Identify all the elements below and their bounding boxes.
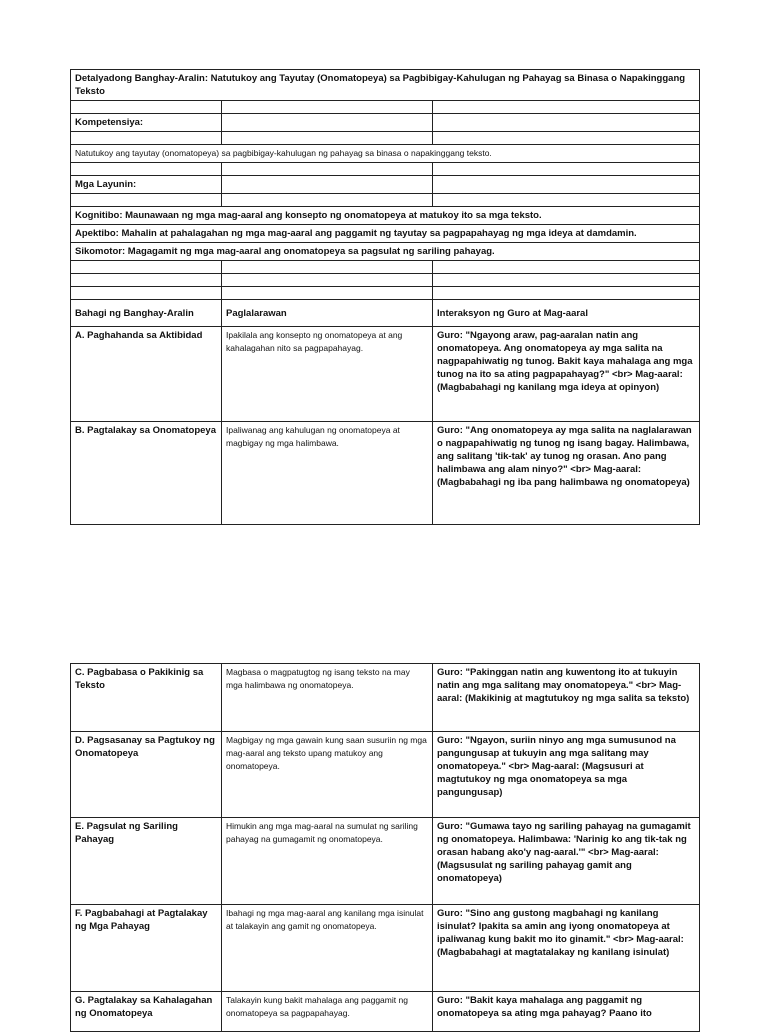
table-row	[71, 732, 700, 818]
empty-cell	[433, 176, 700, 194]
row-bahagi: A. Paghahanda sa Aktibidad	[71, 327, 222, 422]
empty-cell	[433, 163, 700, 176]
empty-cell	[433, 287, 700, 300]
empty-cell	[222, 132, 433, 145]
empty-cell	[71, 274, 222, 287]
apektibo-objective: Apektibo: Mahalin at pahalagahan ng mga mag-aaral ang paggamit ng tayutay sa pagpapahayag ng mga ideya at damdamin.	[71, 225, 700, 243]
table-row	[71, 905, 700, 992]
table-row	[71, 327, 700, 422]
empty-cell	[222, 194, 433, 207]
row-paglalarawan: Ipaliwanag ang kahulugan ng onomatopeya at magbigay ng mga halimbawa.	[222, 422, 433, 525]
empty-cell	[71, 194, 222, 207]
table-row	[71, 422, 700, 525]
empty-cell	[222, 114, 433, 132]
kompetensiya-label: Kompetensiya:	[71, 114, 222, 132]
row-paglalarawan: Talakayin kung bakit mahalaga ang paggamit ng onomatopeya sa pagpapahayag.	[222, 992, 433, 1032]
kognitibo-objective: Kognitibo: Maunawaan ng mga mag-aaral ang konsepto ng onomatopeya at matukoy ito sa mga teksto.	[71, 207, 700, 225]
layunin-label: Mga Layunin:	[71, 176, 222, 194]
empty-cell	[222, 163, 433, 176]
row-interaksyon: Guro: "Ngayon, suriin ninyo ang mga sumusunod na pangungusap at tukuyin ang mga salitang may onomatopeya." <br> Mag-aaral: (Magsusuri at magtutukoy ng mga onomatopeya sa mga pangungusap)	[433, 732, 700, 818]
empty-cell	[433, 114, 700, 132]
empty-cell	[222, 176, 433, 194]
row-bahagi: E. Pagsulat ng Sariling Pahayag	[71, 818, 222, 905]
row-bahagi: C. Pagbabasa o Pakikinig sa Teksto	[71, 664, 222, 732]
empty-cell	[433, 274, 700, 287]
empty-cell	[433, 132, 700, 145]
row-interaksyon: Guro: "Gumawa tayo ng sariling pahayag na gumagamit ng onomatopeya. Halimbawa: 'Narinig ko ang tik-tak ng orasan habang ako'y nag-aaral.'" <br> Mag-aaral: (Magsusulat ng sariling pahayag gamit ang onomatopeya)	[433, 818, 700, 905]
row-bahagi: B. Pagtalakay sa Onomatopeya	[71, 422, 222, 525]
header-bahagi: Bahagi ng Banghay-Aralin	[71, 300, 222, 327]
empty-cell	[71, 287, 222, 300]
lesson-plan-table-page2	[70, 663, 700, 1032]
document-title: Detalyadong Banghay-Aralin: Natutukoy ang Tayutay (Onomatopeya) sa Pagbibigay-Kahulugan ng Pahayag sa Binasa o Napakinggang Teksto	[71, 70, 700, 101]
row-interaksyon: Guro: "Ngayong araw, pag-aaralan natin ang onomatopeya. Ang onomatopeya ay mga salita na nagpapahiwatig ng tunog. Bakit kaya mahalaga ang mga tunog na ito sa ating pagpapahayag?" <br> Mag-aaral: (Magbabahagi ng kanilang mga ideya at opinyon)	[433, 327, 700, 422]
lesson-plan-table-page1	[70, 69, 700, 525]
empty-cell	[71, 163, 222, 176]
row-interaksyon: Guro: "Pakinggan natin ang kuwentong ito at tukuyin natin ang mga salitang may onomatopeya." <br> Mag-aaral: (Makikinig at magtutukoy ng mga salita sa teksto)	[433, 664, 700, 732]
row-bahagi: F. Pagbabahagi at Pagtalakay ng Mga Pahayag	[71, 905, 222, 992]
row-bahagi: G. Pagtalakay sa Kahalagahan ng Onomatopeya	[71, 992, 222, 1032]
table-row	[71, 992, 700, 1032]
row-paglalarawan: Himukin ang mga mag-aaral na sumulat ng sariling pahayag na gumagamit ng onomatopeya.	[222, 818, 433, 905]
row-bahagi: D. Pagsasanay sa Pagtukoy ng Onomatopeya	[71, 732, 222, 818]
empty-cell	[71, 132, 222, 145]
row-interaksyon: Guro: "Ang onomatopeya ay mga salita na naglalarawan o nagpapahiwatig ng tunog ng isang bagay. Halimbawa, ang salitang 'tik-tak' ay tunog ng orasan. Ano pang halimbawa ang alam ninyo?" <br> Mag-aaral: (Magbabahagi ng iba pang halimbawa ng onomatopeya)	[433, 422, 700, 525]
sikomotor-objective: Sikomotor: Magagamit ng mga mag-aaral ang onomatopeya sa pagsulat ng sariling pahayag.	[71, 243, 700, 261]
row-paglalarawan: Ipakilala ang konsepto ng onomatopeya at ang kahalagahan nito sa pagpapahayag.	[222, 327, 433, 422]
header-interaksyon: Interaksyon ng Guro at Mag-aaral	[433, 300, 700, 327]
empty-cell	[433, 261, 700, 274]
header-paglalarawan: Paglalarawan	[222, 300, 433, 327]
empty-cell	[433, 101, 700, 114]
empty-cell	[71, 261, 222, 274]
empty-cell	[71, 101, 222, 114]
empty-cell	[222, 274, 433, 287]
empty-cell	[433, 194, 700, 207]
row-paglalarawan: Magbigay ng mga gawain kung saan susuriin ng mga mag-aaral ang teksto upang matukoy ang onomatopeya.	[222, 732, 433, 818]
empty-cell	[222, 101, 433, 114]
empty-cell	[222, 287, 433, 300]
empty-cell	[222, 261, 433, 274]
row-paglalarawan: Ibahagi ng mga mag-aaral ang kanilang mga isinulat at talakayin ang gamit ng onomatopeya.	[222, 905, 433, 992]
table-row	[71, 818, 700, 905]
row-interaksyon: Guro: "Bakit kaya mahalaga ang paggamit ng onomatopeya sa ating mga pahayag? Paano ito	[433, 992, 700, 1032]
table-row	[71, 664, 700, 732]
row-interaksyon: Guro: "Sino ang gustong magbahagi ng kanilang isinulat? Ipakita sa amin ang iyong onomatopeya at ipaliwanag kung bakit mo ito ginamit." <br> Mag-aaral: (Magbabahagi at magtatalakay ng kanilang isinulat)	[433, 905, 700, 992]
kompetensiya-text: Natutukoy ang tayutay (onomatopeya) sa pagbibigay-kahulugan ng pahayag sa binasa o napakinggang teksto.	[71, 145, 700, 163]
row-paglalarawan: Magbasa o magpatugtog ng isang teksto na may mga halimbawa ng onomatopeya.	[222, 664, 433, 732]
